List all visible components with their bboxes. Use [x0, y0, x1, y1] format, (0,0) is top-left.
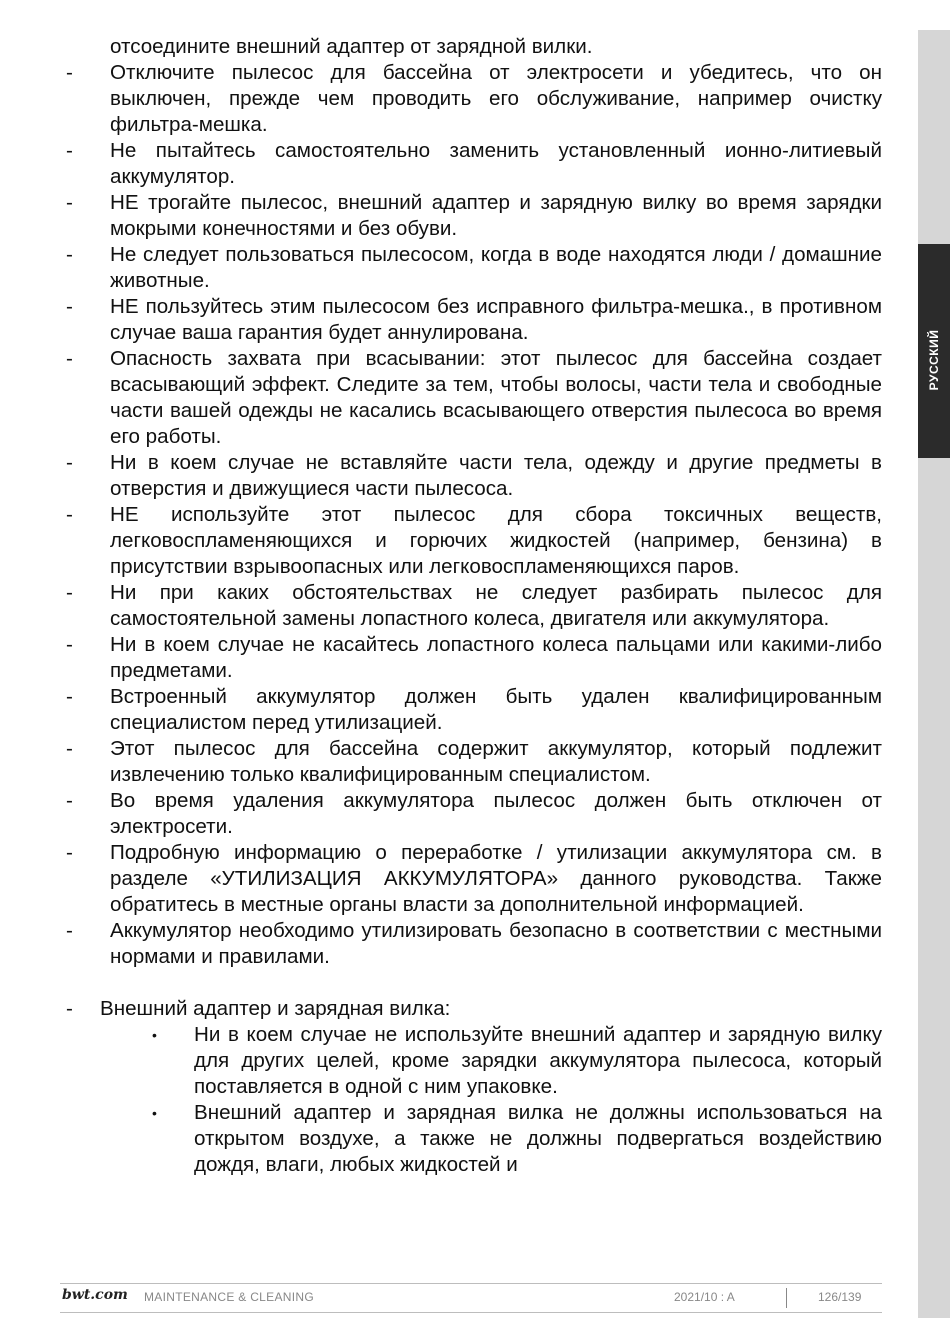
list-item-text: Этот пылесос для бассейна содержит аккумулятор, который подлежит извлечению только квалифицированным специалистом. — [110, 737, 882, 786]
dash-marker: - — [66, 841, 73, 864]
dash-marker: - — [66, 737, 73, 760]
bullet-icon: • — [152, 1027, 157, 1043]
dash-marker: - — [66, 685, 73, 708]
list-item-text: Подробную информацию о переработке / утилизации аккумулятора см. в разделе «УТИЛИЗАЦИЯ АККУМУЛЯТОРА» данного руководства. Также обратитесь в местные органы власти за дополнительной информацией. — [110, 841, 882, 916]
dash-marker: - — [66, 61, 73, 84]
bullet-item — [60, 1100, 882, 1178]
list-item-text: Аккумулятор необходимо утилизировать безопасно в соответствии с местными нормами и правилами. — [110, 919, 882, 968]
footer-revision-date: 2021/10 : A — [674, 1290, 735, 1304]
paragraph-gap — [60, 970, 882, 996]
continuation-text: отсоедините внешний адаптер от зарядной вилки. — [110, 35, 593, 58]
dash-marker: - — [66, 789, 73, 812]
list-item-text: Отключите пылесос для бассейна от электросети и убедитесь, что он выключен, прежде чем проводить его обслуживание, например очистку фильтра-мешка. — [110, 61, 882, 136]
dash-marker: - — [66, 919, 73, 942]
list-item — [60, 450, 882, 502]
page-footer — [60, 1283, 882, 1313]
list-item-text: Ни в коем случае не вставляйте части тела, одежду и другие предметы в отверстия и движущиеся части пылесоса. — [110, 451, 882, 500]
dash-marker: - — [66, 191, 73, 214]
dash-marker: - — [66, 139, 73, 162]
list-item-text: Не пытайтесь самостоятельно заменить установленный ионно-литиевый аккумулятор. — [110, 139, 882, 188]
dash-marker: - — [66, 295, 73, 318]
bullet-text: Ни в коем случае не используйте внешний адаптер и зарядную вилку для других целей, кроме зарядки аккумулятора пылесоса, который поставляется в одной с ним упаковке. — [194, 1023, 882, 1098]
list-item — [60, 138, 882, 190]
dash-marker: - — [66, 347, 73, 370]
dash-marker: - — [66, 581, 73, 604]
list-item — [60, 242, 882, 294]
page-number: 126/139 — [818, 1290, 862, 1304]
list-item — [60, 632, 882, 684]
dash-marker: - — [66, 243, 73, 266]
list-item-text: Ни при каких обстоятельствах не следует разбирать пылесос для самостоятельной замены лопастного колеса, двигателя или аккумулятора. — [110, 581, 882, 630]
document-body — [60, 34, 882, 1178]
list-item-text: НЕ используйте этот пылесос для сбора токсичных веществ, легковоспламеняющихся и горючих жидкостей (например, бензина) в присутствии взрывоопасных или легковоспламеняющихся паров. — [110, 503, 882, 578]
list-item-text: Не следует пользоваться пылесосом, когда в воде находятся люди / домашние животные. — [110, 243, 882, 292]
list-item-text: НЕ трогайте пылесос, внешний адаптер и зарядную вилку во время зарядки мокрыми конечностями и без обуви. — [110, 191, 882, 240]
list-item — [60, 502, 882, 580]
list-item — [60, 346, 882, 450]
dash-marker: - — [66, 633, 73, 656]
dash-marker: - — [66, 503, 73, 526]
brand-logo: bwt.com — [62, 1287, 128, 1303]
footer-separator — [786, 1288, 787, 1308]
list-item-text: Встроенный аккумулятор должен быть удален квалифицированным специалистом перед утилизацией. — [110, 685, 882, 734]
side-tab-background — [918, 30, 950, 1318]
bullet-icon: • — [152, 1105, 157, 1121]
bullet-text: Внешний адаптер и зарядная вилка не должны использоваться на открытом воздухе, а также не должны подвергаться воздействию дождя, влаги, любых жидкостей и — [194, 1101, 882, 1176]
list-item — [60, 294, 882, 346]
dash-marker: - — [66, 997, 73, 1020]
dash-marker: - — [66, 451, 73, 474]
list-item — [60, 736, 882, 788]
list-item-text: Во время удаления аккумулятора пылесос должен быть отключен от электросети. — [110, 789, 882, 838]
bullet-item — [60, 1022, 882, 1100]
list-item — [60, 918, 882, 970]
adapter-section-heading — [60, 996, 882, 1022]
adapter-heading-text: Внешний адаптер и зарядная вилка: — [100, 997, 451, 1020]
list-item-text: Опасность захвата при всасывании: этот пылесос для бассейна создает всасывающий эффект. Следите за тем, чтобы волосы, части тела и свободные части вашей одежды не касались всасывающего отверстия пылесоса во время его работы. — [110, 347, 882, 448]
language-tab-label: РУССКИЙ — [927, 329, 941, 391]
list-item-text: НЕ пользуйтесь этим пылесосом без исправного фильтра-мешка., в противном случае ваша гарантия будет аннулирована. — [110, 295, 882, 344]
list-item — [60, 580, 882, 632]
footer-section-name: MAINTENANCE & CLEANING — [144, 1290, 314, 1304]
list-item — [60, 684, 882, 736]
list-item — [60, 190, 882, 242]
list-item — [60, 788, 882, 840]
list-item-text: Ни в коем случае не касайтесь лопастного колеса пальцами или какими-либо предметами. — [110, 633, 882, 682]
list-item — [60, 840, 882, 918]
list-item — [60, 60, 882, 138]
